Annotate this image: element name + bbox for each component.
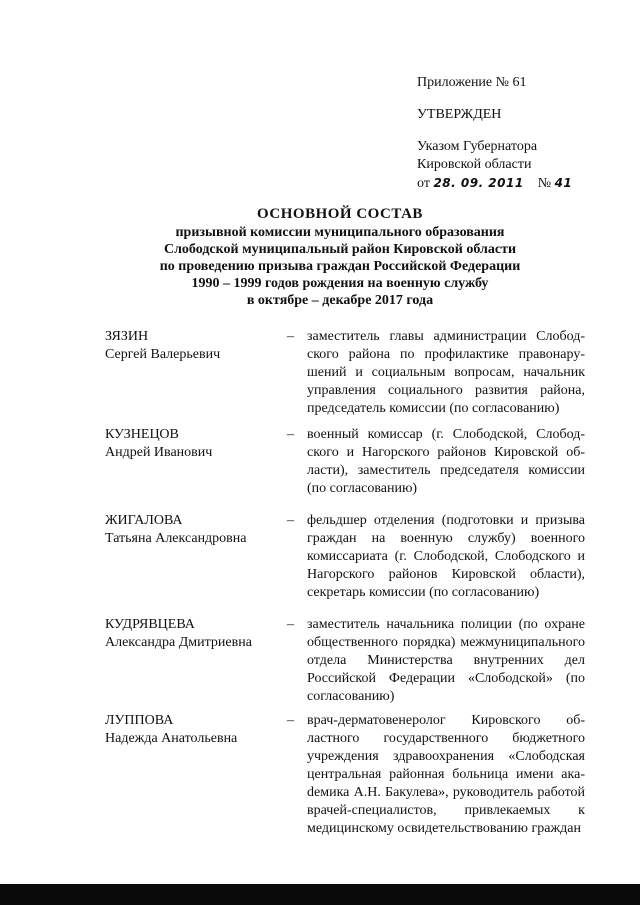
member-dash: – <box>287 513 294 528</box>
member-dash: – <box>287 427 294 442</box>
member-name <box>105 616 287 706</box>
member-entry <box>105 712 585 838</box>
member-name <box>105 426 287 498</box>
member-name <box>105 512 287 602</box>
member-surname: ЖИГАЛОВА <box>105 513 183 528</box>
document-title <box>100 206 580 309</box>
member-surname: ЛУППОВА <box>105 713 174 728</box>
member-dash: – <box>287 617 294 632</box>
member-entry <box>105 426 585 498</box>
date-prefix: от <box>417 176 430 191</box>
decree-date-line <box>417 174 572 193</box>
member-role: заместитель главы администрации Слободского района по профилактике правонарушений и социальным вопросам, начальник управления социального развития района, председатель комиссии (по согласованию) <box>307 329 585 416</box>
approved-heading: УТВЕРЖДЕН <box>417 107 502 122</box>
member-given-name: Татьяна Александровна <box>105 531 247 546</box>
member-given-name: Андрей Иванович <box>105 445 213 460</box>
title-line-1: призывной комиссии муниципального образования <box>175 225 505 240</box>
scan-edge-bar <box>0 884 640 905</box>
member-entry <box>105 616 585 706</box>
decree-line-2: Кировской области <box>417 157 532 172</box>
member-role: фельдшер отделения (подготовки и призыва граждан на военную службу) военного комиссариата (г. Слободской, Слободского и Нагорского районов Кировской области), секретарь комиссии (по согласованию) <box>307 513 585 600</box>
member-role: военный комиссар (г. Слободской, Слободского и Нагорского районов Кировской области), заместитель председателя комиссии (по согласованию) <box>307 427 585 496</box>
number-prefix: № <box>537 176 552 191</box>
handwritten-date: 28. 09. 2011 <box>433 176 524 190</box>
member-dash: – <box>287 713 294 728</box>
appendix-number: Приложение № 61 <box>417 75 527 90</box>
member-surname: ЗЯЗИН <box>105 329 149 344</box>
member-given-name: Сергей Валерьевич <box>105 347 221 362</box>
member-role: врач-дерматовенеролог Кировского областного государственного бюджетного учреждения здравоохранения «Слободская центральная районная больница имени акаdемика А.Н. Бакулева», руководитель работой врачей-специалистов, привлекаемых к медицинскому освидетельствованию граждан <box>307 713 585 836</box>
member-dash: – <box>287 329 294 344</box>
member-given-name: Александра Дмитриевна <box>105 635 252 650</box>
title-line-5: в октябре – декабре 2017 года <box>246 293 434 308</box>
member-given-name: Надежда Анатольевна <box>105 731 238 746</box>
decree-line-1: Указом Губернатора <box>417 139 538 154</box>
title-line-3: по проведению призыва граждан Российской Федерации <box>159 259 521 274</box>
member-surname: КУЗНЕЦОВ <box>105 427 179 442</box>
title-line-2: Слободской муниципальный район Кировской области <box>163 242 517 257</box>
title-main: ОСНОВНОЙ СОСТАВ <box>257 206 423 222</box>
approval-stamp <box>417 74 572 193</box>
member-name <box>105 712 287 838</box>
member-entry <box>105 328 585 418</box>
member-entry <box>105 512 585 602</box>
member-name <box>105 328 287 418</box>
handwritten-number: 41 <box>554 176 573 190</box>
member-surname: КУДРЯВЦЕВА <box>105 617 195 632</box>
member-role: заместитель начальника полиции (по охране общественного порядка) межмуниципального отдела Министерства внутренних дел Российской Федерации «Слободской» (по согласованию) <box>307 617 585 704</box>
title-line-4: 1990 – 1999 годов рождения на военную службу <box>191 276 489 291</box>
